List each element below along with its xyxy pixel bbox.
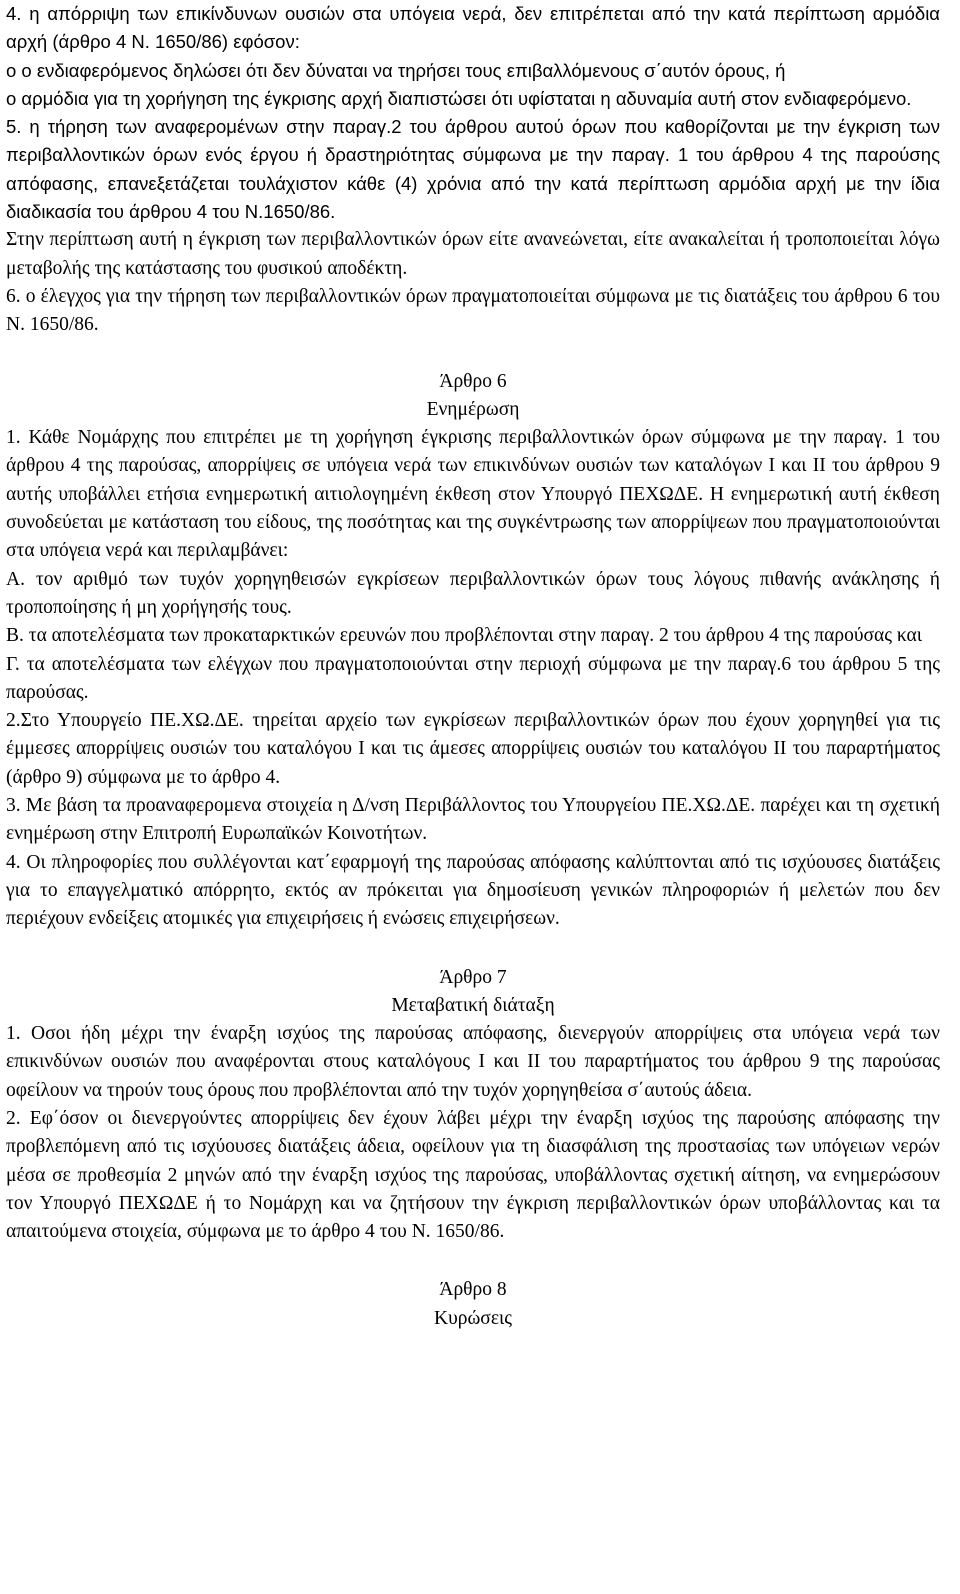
item-5: 5. η τήρηση των αναφερομένων στην παραγ.2 του άρθρου αυτού όρων που καθορίζονται με την έγκριση των περιβαλλοντικών όρων ενός έργου ή δραστηριότητας σύμφωνα με την παραγ. 1 του άρθρου 4 της παρούσης απόφασης, επανεξετάζεται τουλάχιστον κάθε (4) χρόνια από την κατά περίπτωση αρμόδια αρχή με την ίδια διαδικασία του άρθρου 4 του Ν.1650/86. bbox=[6, 116, 940, 223]
article-6-item-b: Β. τα αποτελέσματα των προκαταρκτικών ερευνών που προβλέπονται στην παραγ. 2 του άρθρου 4 της παρούσας και bbox=[6, 625, 922, 647]
article-6-paragraph-1: 1. Κάθε Νομάρχης που επιτρέπει με τη χορήγηση έγκρισης περιβαλλοντικών όρων σύμφωνα με την παραγ. 1 του άρθρου 4 της παρούσας, απορρίψεις σε υπόγεια νερά των επικινδύνων ουσιών των καταλόγων Ι και ΙΙ του άρθρου 9 αυτής υποβάλλει ετήσια ενημερωτική αιτιολογημένη έκθεση στον Υπουργό ΠΕΧΩΔΕ. Η ενημερωτική αυτή έκθεση συνοδεύεται με κατάσταση του είδους, της ποσότητας και της συγκέντρωσης των απορρίψεων που πραγματοποιούνται στα υπόγεια νερά και περιλαμβάνει: bbox=[6, 427, 940, 562]
article-7-paragraph-2: 2. Εφ΄όσον οι διενεργούντες απορρίψεις δεν έχουν λάβει μέχρι την έναρξη ισχύος της παρούσης απόφασης την προβλεπόμενη από τις ισχύουσες διατάξεις άδεια, οφείλουν για τη διασφάλιση της προστασίας των υπόγειων νερών μέσα σε προθεσμία 2 μηνών από την έναρξη ισχύος της παρούσας, υποβάλλοντας σχετική αίτηση, να ενημερώσουν τον Υπουργό ΠΕΧΩΔΕ ή το Νομάρχη και να ζητήσουν την έγκριση περιβαλλοντικών όρων υποβάλλοντας και τα απαιτούμενα στοιχεία, σύμφωνα με το άρθρο 4 του Ν. 1650/86. bbox=[6, 1107, 940, 1243]
article-6-item-g: Γ. τα αποτελέσματα των ελέγχων που πραγματοποιούνται στην περιοχή σύμφωνα με την παραγ.6 του άρθρου 5 της παρούσας. bbox=[6, 653, 940, 703]
article-6-item-a: Α. τον αριθμό των τυχόν χορηγηθεισών εγκρίσεων περιβαλλοντικών όρων τους λόγους πιθανής ανάκλησης ή τροποποίησης ή μη χορήγησής τους. bbox=[6, 568, 940, 618]
article-7-number: Άρθρο 7 bbox=[439, 966, 507, 988]
article-6-paragraph-2: 2.Στο Υπουργείο ΠΕ.ΧΩ.ΔΕ. τηρείται αρχείο των εγκρίσεων περιβαλλοντικών όρων που έχουν χορηγηθεί για τις έμμεσες απορρίψεις ουσιών του καταλόγου Ι και τις άμεσες απορρίψεις ουσιών του καταλόγου ΙΙ του παραρτήματος (άρθρο 9) σύμφωνα με το άρθρο 4. bbox=[6, 710, 940, 788]
item-4: 4. η απόρριψη των επικίνδυνων ουσιών στα υπόγεια νερά, δεν επιτρέπεται από την κατά περίπτωση αρμόδια αρχή (άρθρο 4 Ν. 1650/86) εφόσον: bbox=[6, 3, 940, 53]
article-6-number: Άρθρο 6 bbox=[439, 370, 507, 392]
article-6-paragraph-3: 3. Με βάση τα προαναφερομενα στοιχεία η Δ/νση Περιβάλλοντος του Υπουργείου ΠΕ.ΧΩ.ΔΕ. παρέχει και τη σχετική ενημέρωση στην Επιτροπή Ευρωπαϊκών Κοινοτήτων. bbox=[6, 795, 940, 845]
paragraph-reapproval: Στην περίπτωση αυτή η έγκριση των περιβαλλοντικών όρων είτε ανανεώνεται, είτε ανακαλείται ή τροποποιείται λόγω μεταβολής της κατάστασης του φυσικού αποδέκτη. bbox=[6, 229, 940, 279]
item-6: 6. ο έλεγχος για την τήρηση των περιβαλλοντικών όρων πραγματοποιείται σύμφωνα με τις διατάξεις του άρθρου 6 του Ν. 1650/86. bbox=[6, 285, 940, 336]
document-page bbox=[6, 0, 940, 1333]
article-6-paragraph-4: 4. Οι πληροφορίες που συλλέγονται κατ΄εφαρμογή της παρούσας απόφασης καλύπτονται από τις ισχύουσες διατάξεις για το επαγγελματικό απόρρητο, εκτός αν πρόκειται για δημοσίευση γενικών πληροφοριών ή μελετών που δεν περιέχουν ενδείξεις ατομικές για επιχειρήσεις ή ενώσεις επιχειρήσεων. bbox=[6, 851, 940, 930]
bullet-o-1: ο ο ενδιαφερόμενος δηλώσει ότι δεν δύναται να τηρήσει τους επιβαλλόμενους σ΄αυτόν όρους, ή bbox=[6, 59, 786, 81]
article-7-paragraph-1: 1. Οσοι ήδη μέχρι την έναρξη ισχύος της παρούσας απόφασης, διενεργούν απορρίψεις στα υπόγεια νερά των επικινδύνων ουσιών που αναφέρονται στους καταλόγους Ι και ΙΙ του παραρτήματος του άρθρου 9 της παρούσας οφείλουν να τηρούν τους όρους που προβλέπονται από την τυχόν χορηγηθείσα σ΄αυτούς άδεια. bbox=[6, 1023, 940, 1101]
article-8-title: Κυρώσεις bbox=[434, 1307, 512, 1329]
article-7-title: Μεταβατική διάταξη bbox=[391, 994, 555, 1016]
article-6-title: Ενημέρωση bbox=[426, 398, 520, 420]
article-8-number: Άρθρο 8 bbox=[439, 1279, 507, 1301]
bullet-o-2: ο αρμόδια για τη χορήγηση της έγκρισης αρχή διαπιστώσει ότι υφίσταται η αδυναμία αυτή στον ενδιαφερόμενο. bbox=[6, 87, 912, 109]
